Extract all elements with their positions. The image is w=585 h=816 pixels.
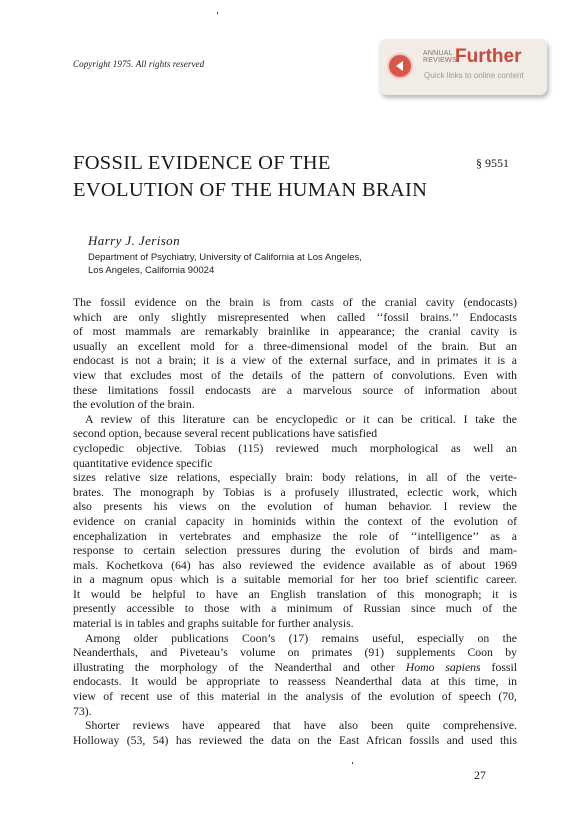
body-line: encephalization in vertebrates and emphasize the role of ‘‘intelligence’’ as a <box>73 529 517 543</box>
body-line: which are only slightly misrepresented when called ‘‘fossil brains.’’ Endocasts <box>73 310 517 324</box>
print-speck <box>352 762 353 764</box>
further-label: Further <box>455 46 522 67</box>
title-line-2: EVOLUTION OF THE HUMAN BRAIN <box>73 179 428 201</box>
body-line: response to certain selection pressures during the evolution of birds and mam- <box>73 544 517 558</box>
body-line: these limitations fossil endocasts are a marvelous source of information about <box>73 383 517 397</box>
body-line: in a magnum opus which is a suitable memorial for her too brief scientific career. <box>73 573 517 587</box>
body-line: brates. The monograph by Tobias is a profusely illustrated, eclectic work, which <box>73 485 517 499</box>
body-line: cyclopedic objective. Tobias (115) reviewed much morphological as well an <box>73 441 517 455</box>
copyright-notice: Copyright 1975. All rights reserved <box>73 59 205 69</box>
print-speck <box>217 12 218 14</box>
body-line: of most mammals are remarkably brainlike in appearance; the cranial cavity is <box>73 325 517 339</box>
article-body <box>73 296 517 748</box>
italic-term: Homo sapiens <box>405 660 481 674</box>
body-line: 73). <box>73 704 92 718</box>
body-line: Among older publications Coon’s (17) remains useful, especially on the <box>85 631 517 645</box>
body-line: Neanderthals, and Piveteau’s volume on primates (91) supplements Coon by <box>73 646 517 660</box>
body-line: presently accessible to those with a minimum of Russian since much of the <box>73 602 517 616</box>
left-arrow-circle-icon <box>387 53 413 79</box>
body-line: It would be helpful to have an English translation of this monograph; it is <box>73 587 517 601</box>
body-line: quantitative evidence specific <box>73 456 213 470</box>
body-line: A review of this literature can be encyclopedic or it can be critical. I take the <box>85 412 517 426</box>
body-line: Shorter reviews have appeared that have also been quite comprehensive. <box>85 719 517 733</box>
body-line: second option, because several recent publications have satisfied <box>73 427 378 441</box>
body-line: illustrating the morphology of the Neanderthal and other Homo sapiens fossil <box>73 660 517 674</box>
affiliation-line-2: Los Angeles, California 90024 <box>88 265 215 276</box>
affiliation-line-1: Department of Psychiatry, University of California at Los Angeles, <box>88 252 362 263</box>
further-subtitle: Quick links to online content <box>424 71 524 80</box>
article-title <box>73 150 427 204</box>
body-line: view that excludes most of the details of the pattern of convolutions. Even with <box>73 368 517 382</box>
body-line: also presents his views on the evolution of human behavior. I review the <box>73 500 517 514</box>
body-line: sizes relative size relations, especially brain: body relations, in all of the verte- <box>73 471 517 485</box>
author-name: Harry J. Jerison <box>88 233 180 248</box>
body-line: evidence on cranial capacity in hominids within the context of the evolution of <box>73 514 517 528</box>
body-line: usually an excellent mold for a three-dimensional model of the brain. But an <box>73 339 517 353</box>
title-line-1: FOSSIL EVIDENCE OF THE <box>73 152 331 174</box>
further-links-badge[interactable] <box>379 39 547 95</box>
body-line: The fossil evidence on the brain is from casts of the cranial cavity (endocasts) <box>73 296 517 309</box>
body-line: the evolution of the brain. <box>73 398 195 412</box>
body-line: view of recent use of this material in the analysis of the evolution of speech (70, <box>73 690 517 704</box>
body-line: Holloway (53, 54) has reviewed the data on the East African fossils and used this <box>73 733 517 747</box>
article-code: § 9551 <box>476 156 509 170</box>
body-line: endocast is not a brain; it is a view of the external surface, and in primates it is a <box>73 354 517 368</box>
annual-reviews-logo-text: ANNUAL REVIEWS <box>423 50 457 64</box>
body-line: mals. Kochetkova (64) has also reviewed the evidence available as of about 1969 <box>73 558 517 572</box>
body-line: material is in tables and graphs suitable for further analysis. <box>73 617 354 631</box>
author-affiliation <box>88 251 362 277</box>
page-number: 27 <box>474 768 486 782</box>
body-line: endocasts. It would be appropriate to reassess Neanderthal data at this time, in <box>73 675 517 689</box>
